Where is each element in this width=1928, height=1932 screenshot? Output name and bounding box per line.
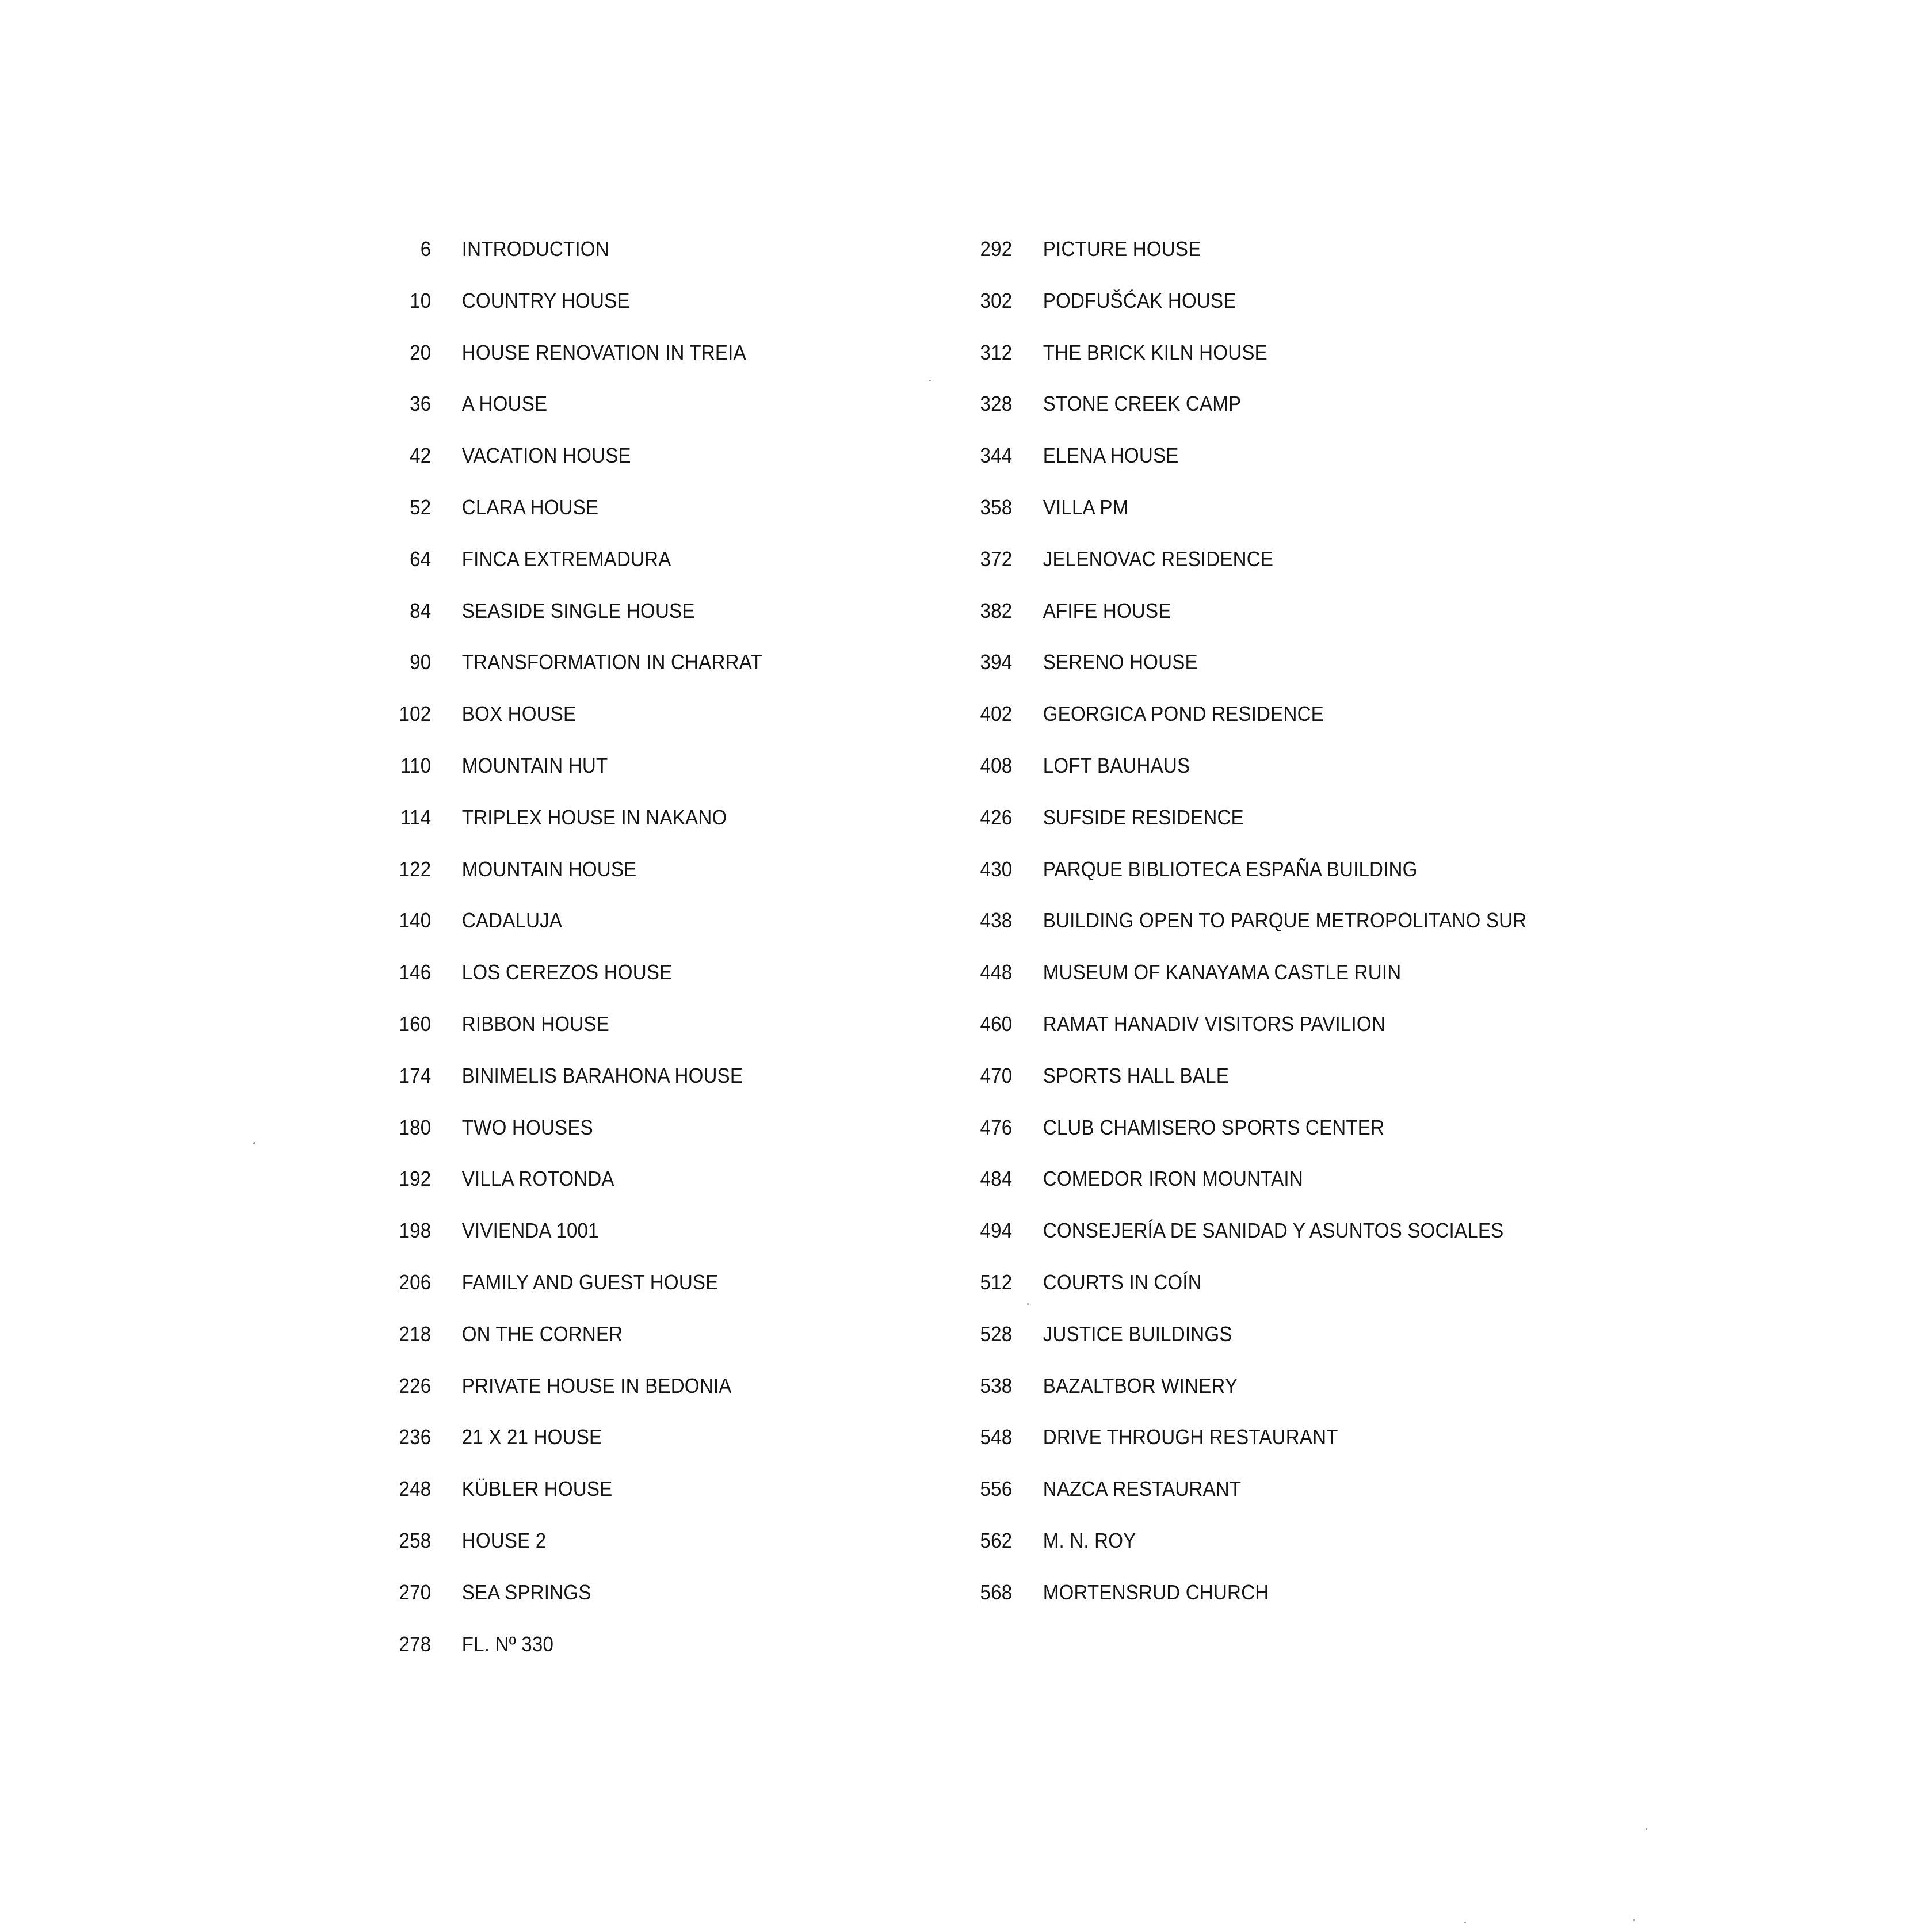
scan-speck [253,1142,255,1144]
toc-entry[interactable] [955,650,1526,702]
toc-entry[interactable] [955,1167,1526,1219]
toc-page-number: 52 [410,495,432,519]
toc-page-number: 512 [980,1270,1013,1294]
toc-entry[interactable] [374,1219,762,1270]
toc-page-number: 382 [980,598,1013,623]
toc-page-number: 372 [980,547,1013,571]
toc-title[interactable]: VIVIENDA 1001 [461,1219,599,1243]
toc-entry[interactable] [955,444,1526,495]
toc-entry[interactable] [374,1012,762,1064]
toc-entry[interactable] [955,960,1526,1012]
toc-page-number: 192 [399,1167,432,1191]
toc-entry[interactable] [955,392,1526,444]
toc-entry[interactable] [955,702,1526,754]
toc-title[interactable]: HOUSE 2 [461,1528,547,1552]
toc-title[interactable]: MOUNTAIN HOUSE [461,857,637,881]
toc-entry[interactable] [374,960,762,1012]
toc-title[interactable]: SPORTS HALL BALE [1043,1063,1229,1087]
toc-page-number: 258 [399,1528,432,1552]
toc-page-number: 6 [420,237,432,261]
toc-page-number: 102 [399,702,432,726]
toc-page-number: 248 [399,1477,432,1501]
toc-page-number: 438 [980,908,1013,933]
toc-title[interactable]: DRIVE THROUGH RESTAURANT [1043,1425,1338,1449]
toc-page-number: 448 [980,960,1013,984]
toc-page-number: 476 [980,1115,1013,1139]
toc-title[interactable]: M. N. ROY [1043,1528,1136,1552]
toc-page-number: 114 [400,805,432,829]
toc-page-number: 20 [410,340,432,364]
toc-title[interactable]: NAZCA RESTAURANT [1043,1477,1242,1501]
toc-title[interactable]: BAZALTBOR WINERY [1043,1373,1238,1398]
toc-title[interactable]: BINIMELIS BARAHONA HOUSE [461,1063,743,1087]
toc-entry[interactable] [374,754,762,805]
toc-entry[interactable] [374,495,762,547]
toc-entry[interactable] [374,908,762,960]
toc-entry[interactable] [374,1116,762,1167]
scan-speck [1464,1922,1466,1923]
toc-title[interactable]: CONSEJERÍA DE SANIDAD Y ASUNTOS SOCIALES [1043,1219,1504,1243]
toc-title[interactable]: COUNTRY HOUSE [461,288,630,312]
toc-title[interactable]: PODFUŠĆAK HOUSE [1043,288,1236,312]
toc-title[interactable]: MOUNTAIN HUT [461,753,608,777]
toc-title[interactable]: RIBBON HOUSE [461,1011,609,1036]
toc-entry[interactable] [374,1064,762,1116]
toc-page-number: 42 [410,444,432,468]
toc-title[interactable]: 21 X 21 HOUSE [461,1425,602,1449]
toc-entry[interactable] [374,1529,762,1580]
toc-title[interactable]: FL. Nº 330 [461,1632,554,1656]
toc-entry[interactable] [955,1477,1526,1529]
toc-page-number: 484 [980,1167,1013,1191]
toc-title[interactable]: JELENOVAC RESIDENCE [1043,547,1274,571]
toc-title[interactable]: ON THE CORNER [461,1322,623,1346]
toc-title[interactable]: CLARA HOUSE [461,495,599,519]
toc-page-number: 460 [980,1011,1013,1036]
toc-title[interactable]: STONE CREEK CAMP [1043,392,1242,416]
toc-entry[interactable] [955,1219,1526,1270]
toc-title[interactable]: INTRODUCTION [461,237,609,261]
toc-page-number: 562 [980,1528,1013,1552]
toc-page-number: 122 [399,857,432,881]
toc-page-number: 470 [980,1063,1013,1087]
toc-entry[interactable] [955,1425,1526,1477]
toc-title[interactable]: LOS CEREZOS HOUSE [461,960,673,984]
toc-title[interactable]: PRIVATE HOUSE IN BEDONIA [461,1373,732,1398]
toc-page-number: 528 [980,1322,1013,1346]
toc-title[interactable]: COMEDOR IRON MOUNTAIN [1043,1167,1303,1191]
toc-page-number: 180 [399,1115,432,1139]
toc-entry[interactable] [374,392,762,444]
toc-entry[interactable] [955,495,1526,547]
toc-page-number: 408 [980,753,1013,777]
toc-entry[interactable] [374,444,762,495]
toc-entry[interactable] [374,289,762,341]
toc-title[interactable]: BOX HOUSE [461,702,577,726]
toc-entry[interactable] [374,857,762,909]
toc-page-number: 198 [399,1219,432,1243]
toc-entry[interactable] [374,650,762,702]
toc-entry[interactable] [374,1632,762,1684]
toc-entry[interactable] [374,1425,762,1477]
toc-title[interactable]: A HOUSE [461,392,548,416]
toc-title[interactable]: GEORGICA POND RESIDENCE [1043,702,1324,726]
scan-speck [1633,1919,1635,1921]
toc-title[interactable]: MORTENSRUD CHURCH [1043,1580,1269,1604]
toc-entry[interactable] [955,857,1526,909]
toc-entry[interactable] [374,1270,762,1322]
toc-page-number: 548 [980,1425,1013,1449]
toc-title[interactable]: AFIFE HOUSE [1043,598,1171,623]
toc-page-number: 64 [410,547,432,571]
toc-page-number: 174 [399,1063,432,1087]
toc-page-number: 312 [980,340,1013,364]
toc-entry[interactable] [955,237,1526,289]
toc-entry[interactable] [374,237,762,289]
toc-title[interactable]: JUSTICE BUILDINGS [1043,1322,1232,1346]
toc-entry[interactable] [374,805,762,857]
toc-title[interactable]: SUFSIDE RESIDENCE [1043,805,1244,829]
toc-page-number: 568 [980,1580,1013,1604]
toc-entry[interactable] [955,1580,1526,1632]
toc-page-number: 270 [399,1580,432,1604]
toc-page-number: 494 [980,1219,1013,1243]
toc-title[interactable]: LOFT BAUHAUS [1043,753,1190,777]
toc-entry[interactable] [955,1374,1526,1426]
toc-entry[interactable] [955,1064,1526,1116]
toc-page-number: 430 [980,857,1013,881]
toc-entry[interactable] [374,599,762,651]
toc-page-number: 140 [399,908,432,933]
toc-page-number: 236 [399,1425,432,1449]
toc-page-number: 302 [980,288,1013,312]
toc-title[interactable]: COURTS IN COÍN [1043,1270,1202,1294]
toc-title[interactable]: SERENO HOUSE [1043,650,1198,674]
toc-title[interactable]: VILLA ROTONDA [461,1167,614,1191]
toc-page-number: 344 [980,444,1013,468]
toc-title[interactable]: RAMAT HANADIV VISITORS PAVILION [1043,1011,1385,1036]
toc-title[interactable]: ELENA HOUSE [1043,444,1179,468]
toc-entry[interactable] [955,1529,1526,1580]
toc-page-number: 226 [399,1373,432,1398]
toc-entry[interactable] [955,1012,1526,1064]
toc-title[interactable]: TRIPLEX HOUSE IN NAKANO [461,805,727,829]
toc-page-number: 292 [980,237,1013,261]
toc-title[interactable]: MUSEUM OF KANAYAMA CASTLE RUIN [1043,960,1402,984]
toc-entry[interactable] [955,805,1526,857]
toc-page-number: 218 [399,1322,432,1346]
toc-title[interactable]: SEA SPRINGS [461,1580,591,1604]
toc-title[interactable]: CADALUJA [461,908,563,933]
toc-page-number: 10 [410,288,432,312]
toc-entry[interactable] [374,341,762,392]
scan-speck [1646,1828,1647,1830]
toc-entry[interactable] [374,1580,762,1632]
toc-entry[interactable] [955,1270,1526,1322]
toc-page-number: 160 [399,1011,432,1036]
toc-entry[interactable] [955,341,1526,392]
toc-entry[interactable] [374,1374,762,1426]
toc-entry[interactable] [374,702,762,754]
toc-page-number: 84 [410,598,432,623]
toc-entry[interactable] [955,754,1526,805]
toc-page-number: 402 [980,702,1013,726]
toc-title[interactable]: CLUB CHAMISERO SPORTS CENTER [1043,1115,1385,1139]
toc-page-number: 538 [980,1373,1013,1398]
toc-page-number: 146 [399,960,432,984]
toc-entry[interactable] [374,1322,762,1374]
toc-title[interactable]: TRANSFORMATION IN CHARRAT [461,650,762,674]
toc-title[interactable]: THE BRICK KILN HOUSE [1043,340,1267,364]
toc-title[interactable]: FAMILY AND GUEST HOUSE [461,1270,719,1294]
toc-page-number: 426 [980,805,1013,829]
toc-entry[interactable] [374,1167,762,1219]
toc-title[interactable]: TWO HOUSES [461,1115,593,1139]
toc-entry[interactable] [374,547,762,599]
toc-title[interactable]: KÜBLER HOUSE [461,1477,613,1501]
scan-speck [929,380,931,381]
toc-title[interactable]: SEASIDE SINGLE HOUSE [461,598,695,623]
toc-page-number: 556 [980,1477,1013,1501]
toc-entry[interactable] [955,1322,1526,1374]
toc-page-number: 394 [980,650,1013,674]
toc-page-number: 90 [410,650,432,674]
toc-title[interactable]: BUILDING OPEN TO PARQUE METROPOLITANO SUR [1043,908,1527,933]
scan-speck [1027,1303,1029,1305]
toc-entry[interactable] [955,908,1526,960]
toc-page-number: 328 [980,392,1013,416]
toc-entry[interactable] [374,1477,762,1529]
toc-column-left [374,237,796,1683]
toc-title[interactable]: PARQUE BIBLIOTECA ESPAÑA BUILDING [1043,857,1418,881]
toc-page-number: 110 [400,753,432,777]
toc-title[interactable]: VILLA PM [1043,495,1129,519]
toc-entry[interactable] [955,289,1526,341]
toc-page-number: 206 [399,1270,432,1294]
toc-page-number: 278 [399,1632,432,1656]
toc-page-number: 36 [410,392,432,416]
toc-title[interactable]: VACATION HOUSE [461,444,631,468]
toc-title[interactable]: HOUSE RENOVATION IN TREIA [461,340,746,364]
toc-title[interactable]: FINCA EXTREMADURA [461,547,671,571]
toc-title[interactable]: PICTURE HOUSE [1043,237,1201,261]
toc-entry[interactable] [955,547,1526,599]
toc-column-right [955,237,1576,1632]
toc-entry[interactable] [955,1116,1526,1167]
toc-entry[interactable] [955,599,1526,651]
toc-page-number: 358 [980,495,1013,519]
